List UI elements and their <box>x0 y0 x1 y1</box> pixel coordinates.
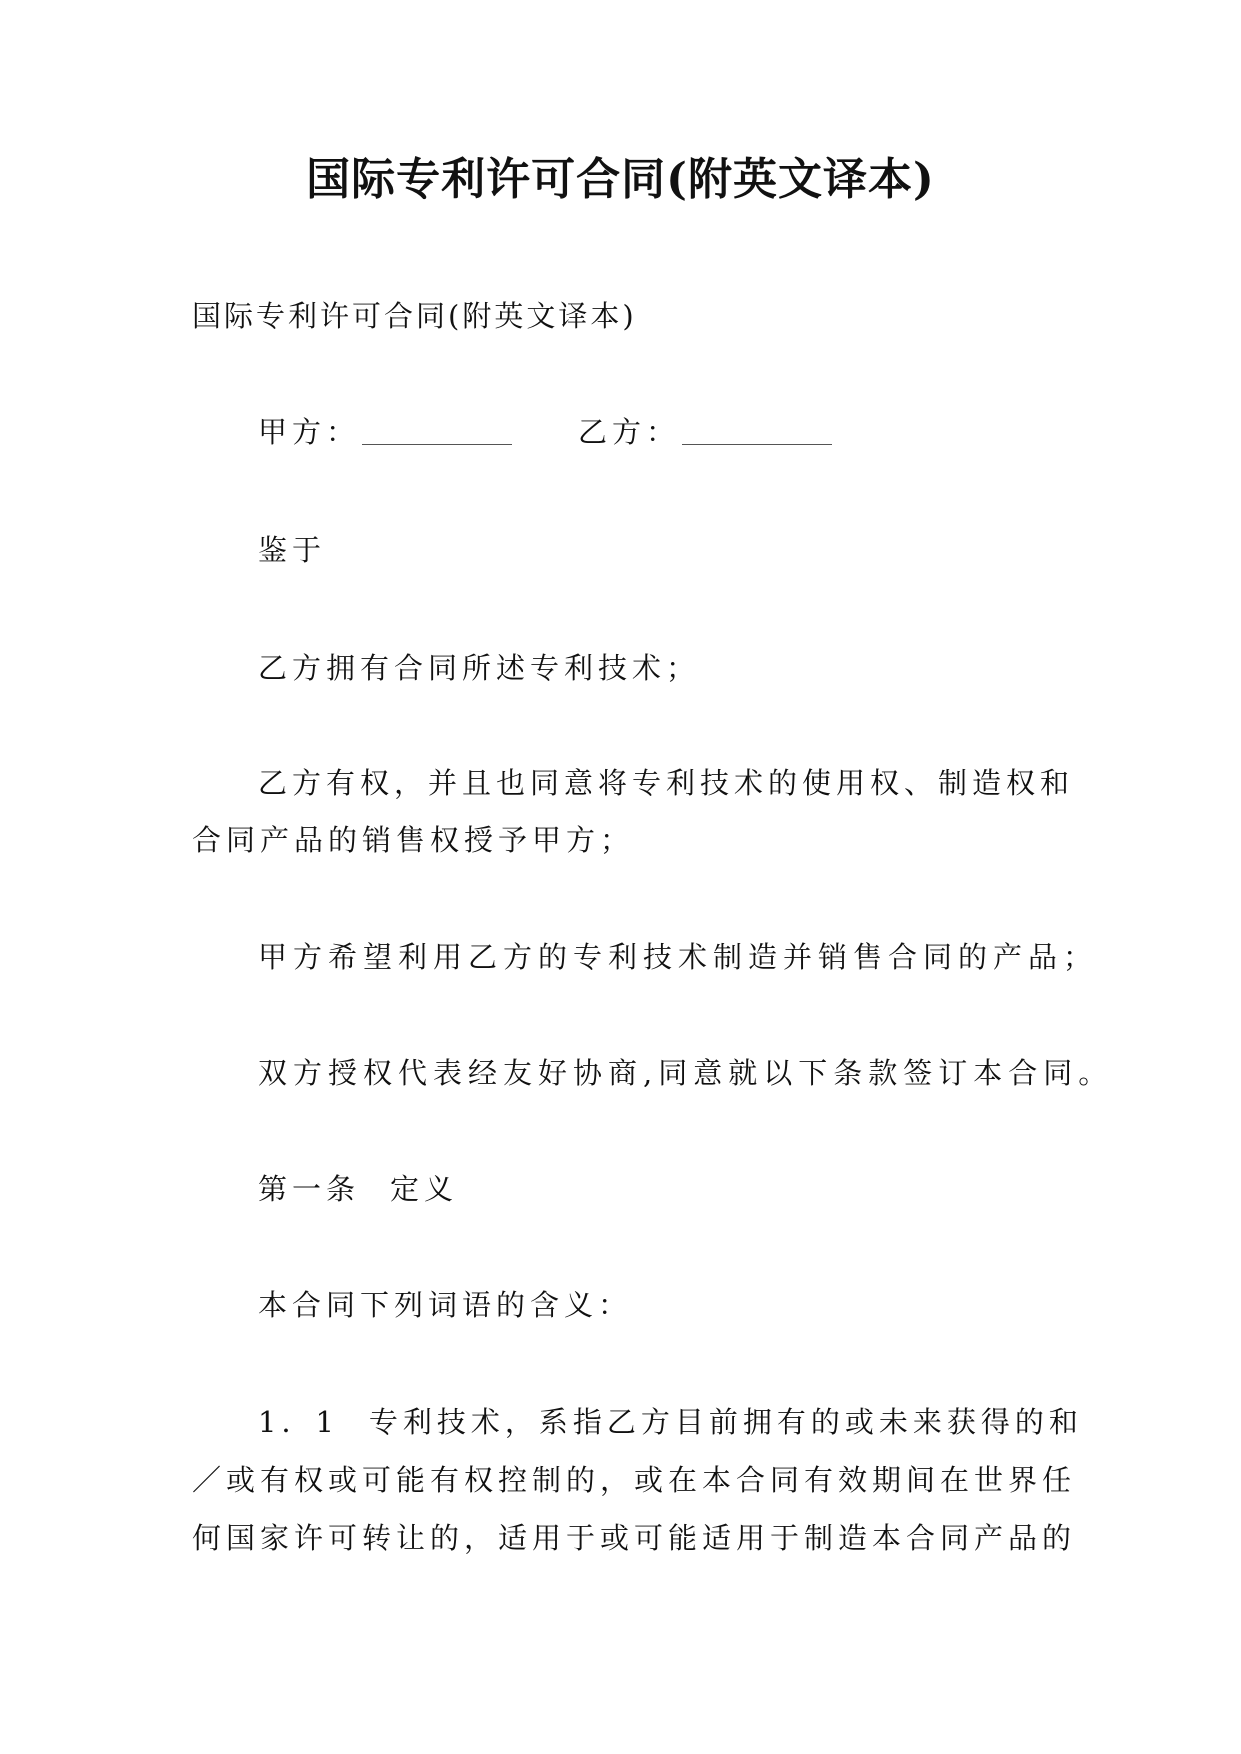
definitions-intro: 本合同下列词语的含义： <box>258 1288 633 1322</box>
clause-1-1-line-3: 何国家许可转让的，适用于或可能适用于制造本合同产品的 <box>192 1521 1077 1555</box>
party-a-blank <box>362 424 512 445</box>
clause-1-1-text-1: 专利技术，系指乙方目前拥有的或未来获得的和 <box>368 1405 1083 1439</box>
clause-1-1-line-1 <box>258 1402 1083 1442</box>
whereas-heading: 鉴于 <box>258 533 327 567</box>
recital-2-line-2: 合同产品的销售权授予甲方； <box>192 823 635 857</box>
party-b-label: 乙方： <box>578 415 681 449</box>
clause-1-1-line-2: ／或有权或可能有权控制的，或在本合同有效期间在世界任 <box>192 1463 1077 1497</box>
recital-2-line-1: 乙方有权，并且也同意将专利技术的使用权、制造权和 <box>258 766 1075 800</box>
clause-1-1-number: 1．1 <box>258 1405 339 1439</box>
recital-1: 乙方拥有合同所述专利技术； <box>258 651 701 685</box>
party-a-label: 甲方： <box>258 415 361 449</box>
party-b-blank <box>682 424 832 445</box>
document-subtitle: 国际专利许可合同(附英文译本) <box>192 299 637 333</box>
article-1-heading <box>258 1169 458 1209</box>
recital-4: 双方授权代表经友好协商,同意就以下条款签订本合同。 <box>258 1056 1114 1090</box>
recital-3: 甲方希望利用乙方的专利技术制造并销售合同的产品； <box>258 940 1099 974</box>
article-1-number: 第一条 <box>258 1172 361 1206</box>
article-1-title: 定义 <box>390 1172 459 1206</box>
document-title: 国际专利许可合同(附英文译本) <box>306 154 935 205</box>
party-row <box>258 412 832 452</box>
